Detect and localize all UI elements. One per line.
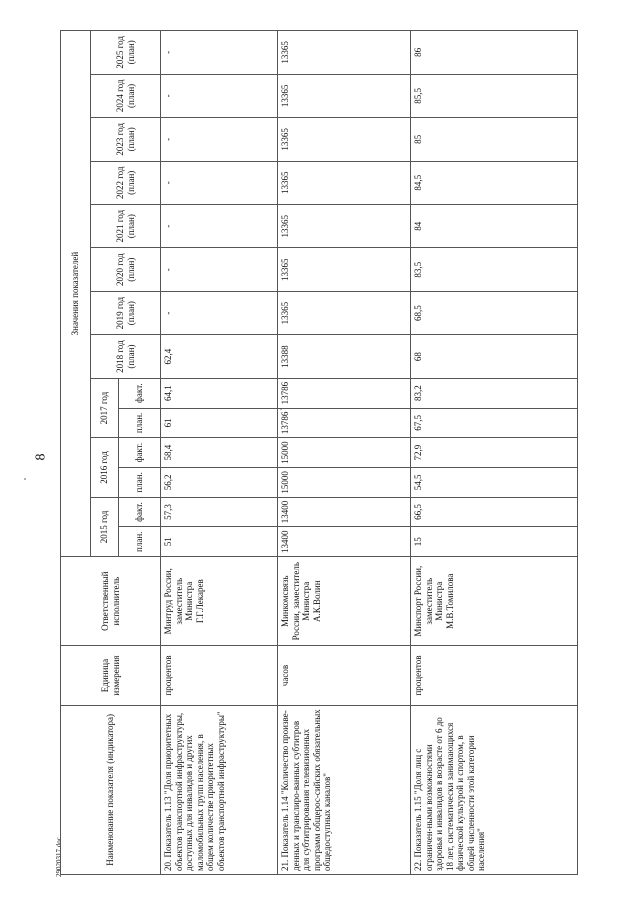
- value-cell: 13365: [278, 31, 411, 75]
- value-cell: 72,9: [411, 438, 578, 468]
- value-cell: 68: [411, 335, 578, 378]
- indicator-name-cell: 20. Показатель 1.13 "Доля приоритетных объектов транспортной инфраструктуры, доступных для инвалидов и других маломобильных групп населения, в общем количестве приоритетных объектов транспортной инфраструктуры": [161, 705, 278, 874]
- indicator-table-frame: [60, 30, 620, 875]
- value-cell: 61: [161, 408, 278, 438]
- value-cell: 56,2: [161, 467, 278, 497]
- header-2019: 2019 год (план): [91, 291, 161, 334]
- rotated-page: [60, 30, 620, 875]
- header-2024: 2024 год (план): [91, 74, 161, 117]
- unit-cell: процентов: [411, 646, 578, 705]
- value-cell: 13786: [278, 378, 411, 408]
- header-2015-fact: факт.: [119, 497, 161, 527]
- header-2017-fact: факт.: [119, 378, 161, 408]
- header-2023: 2023 год (план): [91, 118, 161, 161]
- value-cell: 67,5: [411, 408, 578, 438]
- value-cell: 13365: [278, 118, 411, 161]
- value-cell: 83,5: [411, 248, 578, 291]
- value-cell: 84,5: [411, 161, 578, 204]
- header-2017-plan: план.: [119, 408, 161, 438]
- value-cell: 85: [411, 118, 578, 161]
- value-cell: -: [161, 31, 278, 75]
- responsible-cell: Минтруд России, заместитель Министра Г.Г.Лекарев: [161, 557, 278, 646]
- value-cell: 13388: [278, 335, 411, 378]
- responsible-cell: Минспорт России, заместитель Министра М.В.Томилова: [411, 557, 578, 646]
- header-2020: 2020 год (план): [91, 248, 161, 291]
- table-row: [411, 31, 578, 875]
- header-2016-plan: план.: [119, 467, 161, 497]
- value-cell: 15: [411, 527, 578, 557]
- header-2015-plan: план.: [119, 527, 161, 557]
- value-cell: 13400: [278, 527, 411, 557]
- value-cell: 85,5: [411, 74, 578, 117]
- value-cell: 58,4: [161, 438, 278, 468]
- responsible-cell: Минкомсвязь России, заместитель Министра А.К.Волин: [278, 557, 411, 646]
- header-2021: 2021 год (план): [91, 205, 161, 248]
- header-values-group: Значения показателей: [61, 31, 91, 557]
- header-name: Наименование показателя (индикатора): [61, 705, 161, 874]
- header-2022: 2022 год (план): [91, 161, 161, 204]
- value-cell: 62,4: [161, 335, 278, 378]
- header-2017: 2017 год: [91, 378, 119, 437]
- value-cell: 57,3: [161, 497, 278, 527]
- value-cell: 83,2: [411, 378, 578, 408]
- value-cell: 13365: [278, 291, 411, 334]
- value-cell: -: [161, 205, 278, 248]
- header-responsible: Ответственный исполнитель: [61, 557, 161, 646]
- value-cell: 64,1: [161, 378, 278, 408]
- value-cell: 13786: [278, 408, 411, 438]
- unit-cell: процентов: [161, 646, 278, 705]
- table-row: [161, 31, 278, 875]
- value-cell: 13365: [278, 161, 411, 204]
- value-cell: 54,5: [411, 467, 578, 497]
- value-cell: -: [161, 161, 278, 204]
- value-cell: -: [161, 291, 278, 334]
- value-cell: 15000: [278, 467, 411, 497]
- footer-code: 29020317.doc: [55, 837, 63, 877]
- value-cell: 13400: [278, 497, 411, 527]
- value-cell: 51: [161, 527, 278, 557]
- header-2018: 2018 год (план): [91, 335, 161, 378]
- value-cell: -: [161, 74, 278, 117]
- unit-cell: часов: [278, 646, 411, 705]
- header-2016-fact: факт.: [119, 438, 161, 468]
- header-2016: 2016 год: [91, 438, 119, 497]
- page-number: 8: [33, 453, 49, 461]
- table-row: [278, 31, 411, 875]
- indicator-table: [60, 30, 578, 875]
- header-2015: 2015 год: [91, 497, 119, 556]
- value-cell: 84: [411, 205, 578, 248]
- value-cell: 86: [411, 31, 578, 75]
- value-cell: 66,5: [411, 497, 578, 527]
- value-cell: -: [161, 248, 278, 291]
- value-cell: 15000: [278, 438, 411, 468]
- header-unit: Единица измерения: [61, 646, 161, 705]
- value-cell: 68,5: [411, 291, 578, 334]
- value-cell: 13365: [278, 74, 411, 117]
- value-cell: 13365: [278, 205, 411, 248]
- value-cell: -: [161, 118, 278, 161]
- indicator-name-cell: 21. Показатель 1.14 "Количество произве-денных и транслиро-ванных субтитров для субтитрирования телевизионных программ общерос-сийских обязательных общедоступных каналов": [278, 705, 411, 874]
- value-cell: 13365: [278, 248, 411, 291]
- header-2025: 2025 год (план): [91, 31, 161, 75]
- indicator-name-cell: 22. Показатель 1.15 "Доля лиц с ограничен-ными возможностями здоровья и инвалидов в возрасте от 6 до 18 лет, систематически занимающихся физической культурой и спортом, в общей численности этой категории населения": [411, 705, 578, 874]
- scan-speck: [24, 478, 26, 480]
